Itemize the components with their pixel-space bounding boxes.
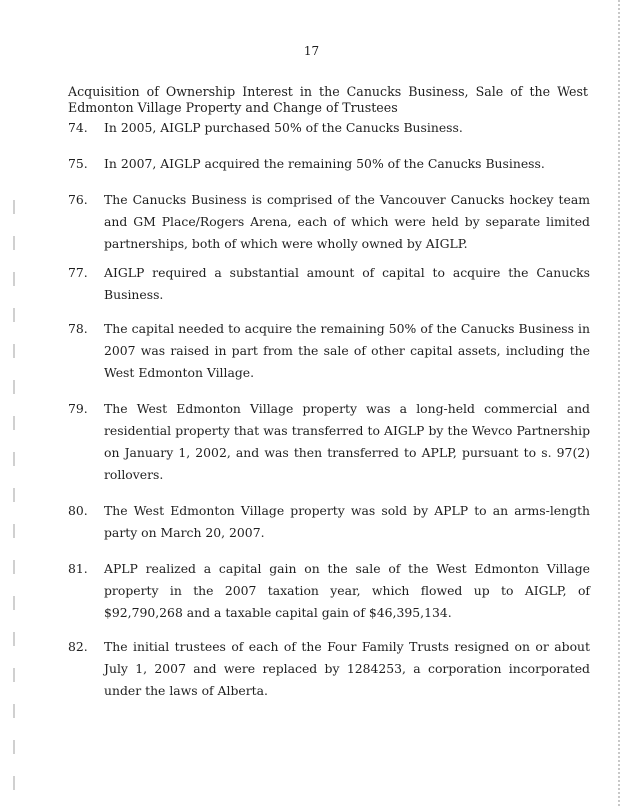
paragraph-81 [68, 558, 590, 624]
paragraph-79 [68, 398, 590, 486]
paragraph-number: 77. [68, 265, 88, 280]
paragraph-number: 75. [68, 156, 88, 171]
section-heading: Acquisition of Ownership Interest in the Canucks Business, Sale of the West Edmonton Village Property and Change of Trustees [68, 84, 588, 115]
paragraph-number: 76. [68, 192, 88, 207]
paragraph-text: The Canucks Business is comprised of the Vancouver Canucks hockey team and GM Place/Rogers Arena, each of which were held by separate limited partnerships, both of which were wholly owned by AIGLP. [104, 192, 590, 251]
paragraph-number: 80. [68, 503, 88, 518]
paragraph-77 [68, 262, 590, 306]
paragraph-76 [68, 189, 590, 255]
page-number: 17 [303, 44, 320, 58]
scan-edge-right [618, 0, 620, 808]
paragraph-text: The West Edmonton Village property was a long-held commercial and residential property that was transferred to AIGLP by the Wevco Partnership on January 1, 2002, and was then transferred to APLP, pursuant to s. 97(2) rollovers. [104, 401, 590, 482]
paragraph-75 [68, 153, 590, 175]
paragraph-text: In 2007, AIGLP acquired the remaining 50% of the Canucks Business. [104, 156, 545, 171]
paragraph-text: AIGLP required a substantial amount of capital to acquire the Canucks Business. [104, 265, 590, 302]
paragraph-number: 81. [68, 561, 88, 576]
paragraph-number: 74. [68, 120, 88, 135]
paragraph-78 [68, 318, 590, 384]
paragraph-82 [68, 636, 590, 702]
paragraph-text: The initial trustees of each of the Four Family Trusts resigned on or about July 1, 2007 and were replaced by 1284253, a corporation incorporated under the laws of Alberta. [104, 639, 590, 698]
paragraph-74 [68, 117, 590, 139]
paragraph-text: The capital needed to acquire the remaining 50% of the Canucks Business in 2007 was raised in part from the sale of other capital assets, including the West Edmonton Village. [104, 321, 590, 380]
paragraph-number: 79. [68, 401, 88, 416]
paragraph-number: 78. [68, 321, 88, 336]
paragraph-text: APLP realized a capital gain on the sale of the West Edmonton Village property in the 2007 taxation year, which flowed up to AIGLP, of $92,790,268 and a taxable capital gain of $46,395,134. [104, 561, 590, 620]
scan-edge-left [13, 200, 15, 800]
paragraph-text: In 2005, AIGLP purchased 50% of the Canucks Business. [104, 120, 463, 135]
paragraph-number: 82. [68, 639, 88, 654]
paragraph-80 [68, 500, 590, 544]
paragraph-text: The West Edmonton Village property was sold by APLP to an arms-length party on March 20, 2007. [104, 503, 590, 540]
